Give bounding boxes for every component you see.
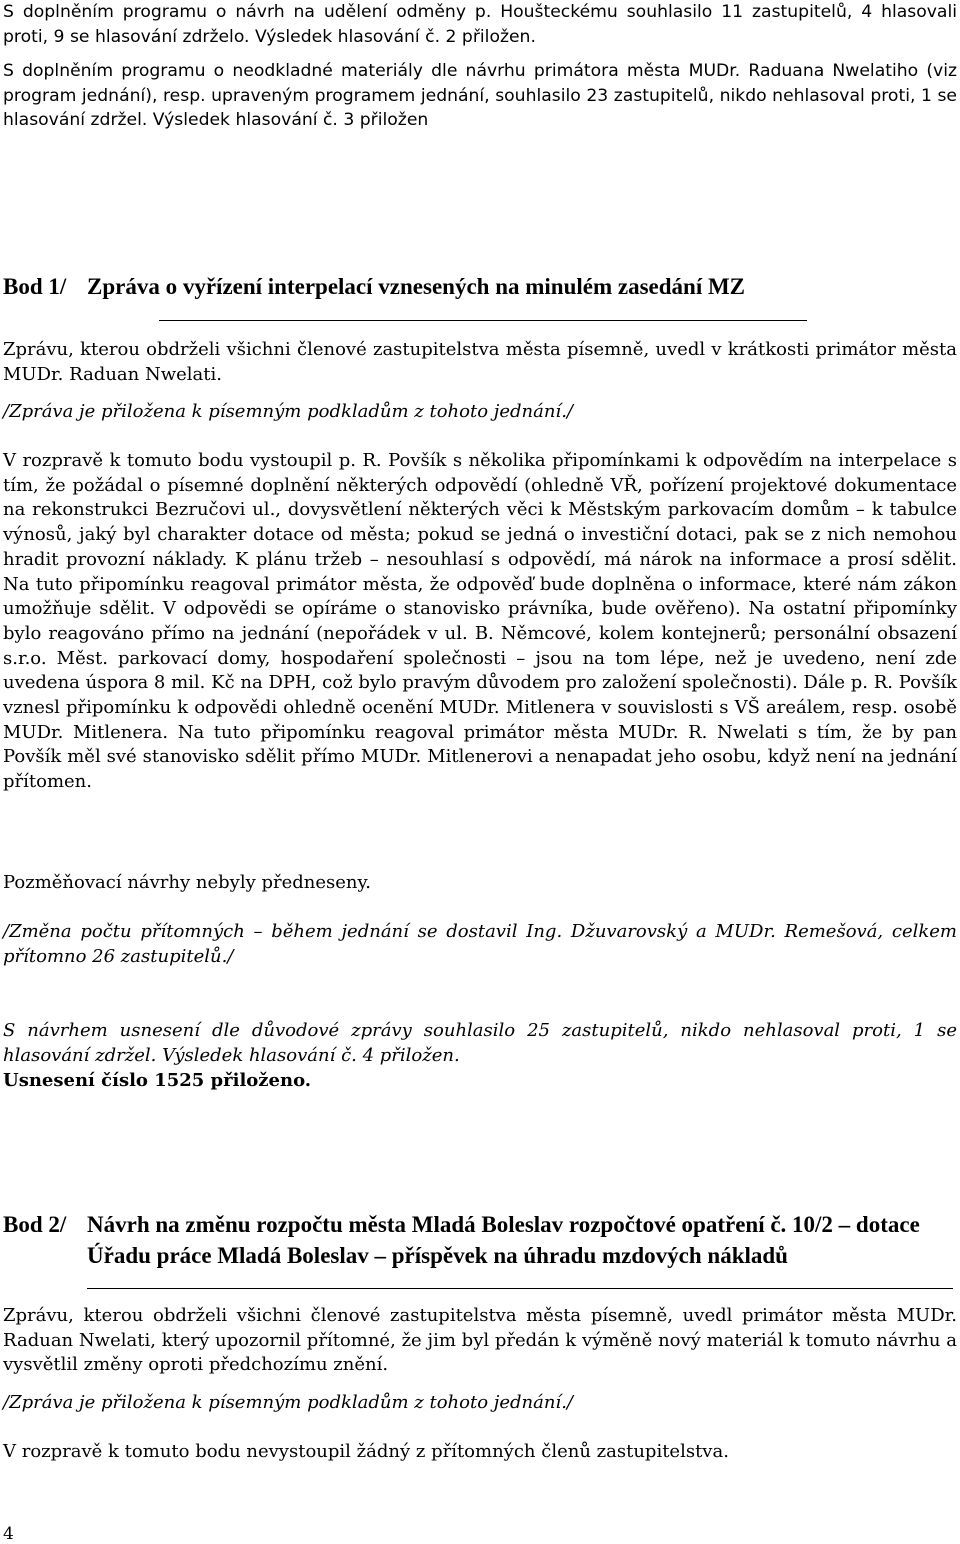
bod1-note: /Zpráva je přiložena k písemným podkladům z tohoto jednání./: [3, 401, 573, 422]
intro-paragraph-2: S doplněním programu o neodkladné materiály dle návrhu primátora města MUDr. Raduana Nwelatiho (viz program jednání), resp. upraveným programem jednání, souhlasilo 23 zastupitelů, nikdo nehlasoval proti, 1 se hlasování zdržel. Výsledek hlasování č. 3 přiložen: [3, 61, 957, 131]
bod1-underline: [159, 320, 807, 321]
bod1-number: Bod 1/: [3, 274, 67, 299]
intro-paragraph-1: S doplněním programu o návrh na udělení odměny p. Houšteckému souhlasilo 11 zastupitelů, 4 hlasovali proti, 9 se hlasování zdrželo. Výsledek hlasování č. 2 přiložen.: [3, 2, 957, 47]
page-number: 4: [3, 1524, 14, 1544]
bod1-intro: Zprávu, kterou obdrželi všichni členové zastupitelstva města písemně, uvedl v krátkosti primátor města MUDr. Raduan Nwelati.: [3, 339, 957, 385]
bod2-title: Návrh na změnu rozpočtu města Mladá Boleslav rozpočtové opatření č. 10/2 – dotace Úřadu práce Mladá Boleslav – příspěvek na úhradu mzdových nákladů: [87, 1212, 920, 1268]
bod1-resolution: Usnesení číslo 1525 přiloženo.: [3, 1070, 312, 1091]
bod1-attendance-change: /Změna počtu přítomných – během jednání se dostavil Ing. Džuvarovský a MUDr. Remešová, celkem přítomno 26 zastupitelů./: [3, 921, 957, 967]
bod2-discussion: V rozpravě k tomuto bodu nevystoupil žádný z přítomných členů zastupitelstva.: [3, 1441, 729, 1462]
bod2-note: /Zpráva je přiložena k písemným podkladům z tohoto jednání./: [3, 1392, 573, 1413]
bod1-vote: S návrhem usnesení dle důvodové zprávy souhlasilo 25 zastupitelů, nikdo nehlasoval proti, 1 se hlasování zdržel. Výsledek hlasování č. 4 přiložen.: [3, 1020, 957, 1066]
bod1-title: Zpráva o vyřízení interpelací vznesených na minulém zasedání MZ: [87, 274, 746, 299]
bod1-amendments: Pozměňovací návrhy nebyly předneseny.: [3, 872, 372, 893]
bod2-intro: Zprávu, kterou obdrželi všichni členové zastupitelstva města písemně, uvedl primátor města MUDr. Raduan Nwelati, který upozornil přítomné, že jim byl předán k výměně nový materiál k tomuto návrhu a vysvětlil změny oproti předchozímu znění.: [3, 1305, 957, 1376]
bod1-discussion: V rozpravě k tomuto bodu vystoupil p. R. Povšík s několika připomínkami k odpovědím na interpelace s tím, že požádal o písemné doplnění některých odpovědí (ohledně VŘ, pořízení projektové dokumentace na rekonstrukci Bezručovi ul., dovysvětlení některých věci k Městským parkovacím domům – k tabulce výnosů, jaký byl charakter dotace od města; pokud se jedná o investiční dotaci, pak se z nich nemohou hradit provozní náklady. K plánu tržeb – nesouhlasí s odpovědí, má nárok na informace a prosí sdělit. Na tuto připomínku reagoval primátor města, že odpověď bude doplněna o informace, které nám zákon umožňuje sdělit. V odpovědi se opíráme o stanovisko právníka, bude ověřeno). Na ostatní připomínky bylo reagováno přímo na jednání (nepořádek v ul. B. Němcové, kolem kontejnerů; personální obsazení s.r.o. Měst. parkovací domy, hospodaření společnosti – jsou na tom lépe, než je uvedeno, není zde uvedena úspora 8 mil. Kč na DPH, což bylo pravým důvodem pro založení společnosti). Dále p. R. Povšík vznesl připomínku k odpovědi ohledně ocenění MUDr. Mitlenera v souvislosti s VŠ areálem, resp. osobě MUDr. Mitlenera. Na tuto připomínku reagoval primátor města MUDr. R. Nwelati s tím, že by pan Povšík měl své stanovisko sdělit přímo MUDr. Mitlenerovi a nenapadat jeho osobu, když není na jednání přítomen.: [3, 450, 957, 793]
bod2-underline: [87, 1288, 953, 1289]
bod2-number: Bod 2/: [3, 1212, 67, 1237]
